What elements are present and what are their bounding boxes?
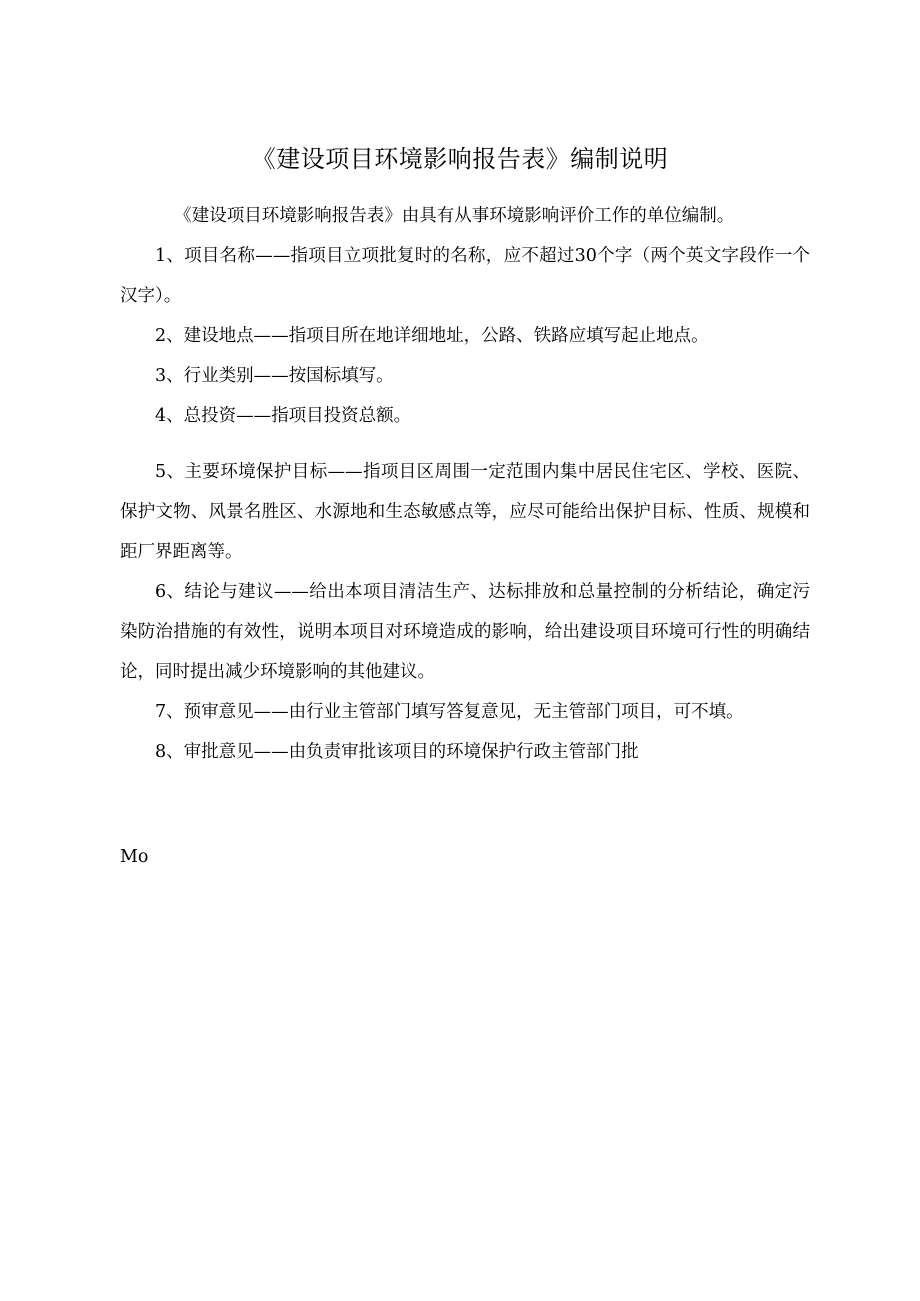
item-preliminary-review: 7、预审意见——由行业主管部门填写答复意见，无主管部门项目，可不填。	[155, 702, 744, 722]
intro-paragraph: 《建设项目环境影响报告表》由具有从事环境影响评价工作的单位编制。	[174, 206, 735, 226]
item-project-name: 1、项目名称——指项目立项批复时的名称，应不超过30个字（两个英文字段作一个汉字）。	[120, 246, 810, 306]
item-industry-category: 3、行业类别——按国标填写。	[155, 366, 394, 386]
document-title: 《建设项目环境影响报告表》编制说明	[251, 145, 669, 173]
item-conclusions: 6、结论与建议——给出本项目清洁生产、达标排放和总量控制的分析结论，确定污染防治措施的有效性，说明本项目对环境造成的影响，给出建设项目环境可行性的明确结论，同时提出减少环境影响的其他建议。	[120, 582, 810, 682]
item-construction-site: 2、建设地点——指项目所在地详细地址，公路、铁路应填写起止地点。	[155, 326, 709, 346]
footer-mark: Mo	[120, 847, 149, 867]
item-protection-targets: 5、主要环境保护目标——指项目区周围一定范围内集中居民住宅区、学校、医院、保护文物、风景名胜区、水源地和生态敏感点等，应尽可能给出保护目标、性质、规模和距厂界距离等。	[120, 462, 810, 562]
document-body	[120, 196, 810, 772]
item-total-investment: 4、总投资——指项目投资总额。	[155, 406, 412, 426]
item-approval-opinion: 8、审批意见——由负责审批该项目的环境保护行政主管部门批	[155, 742, 639, 762]
